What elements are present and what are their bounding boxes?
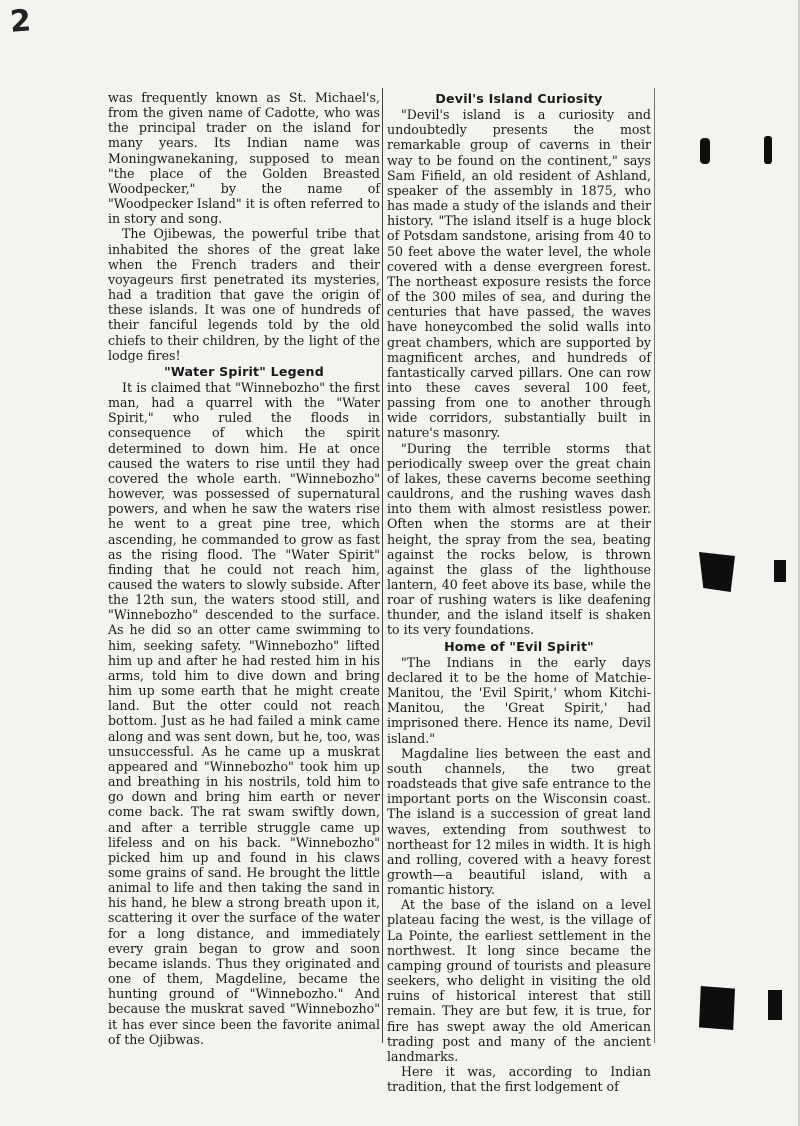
left-column bbox=[108, 90, 380, 1047]
right-margin-rule bbox=[654, 88, 655, 1043]
paragraph-devils-island: "Devil's island is a curiosity and undoubtedly presents the most remarkable group of caverns in their way to be found on the continent," says Sam Fifield, an old resident of Ashland, speaker of the assembly in 1875, who has made a study of the islands and their history. "The island itself is a huge block of Potsdam sandstone, arising from 40 to 50 feet above the water level, the whole covered with a dense evergreen forest. The northeast exposure resists the force of the 300 miles of sea, and during the centuries that have passed, the waves have honeycombed the solid walls into great chambers, which are supported by magnificent arches, and hundreds of fantastically carved pillars. One can row into these caves several 100 feet, passing from one to another through wide corridors, substantially built in nature's masonry. bbox=[387, 107, 651, 441]
heading-water-spirit-legend: "Water Spirit" Legend bbox=[164, 363, 324, 379]
paragraph-storms: "During the terrible storms that periodically sweep over the great chain of lakes, these caverns become seething cauldrons, and the rushing waves dash into them with almost resistless power. Often when the storms are at their height, the spray from the sea, beating against the rocks below, is thrown against the glass of the lighthouse lantern, 40 feet above its base, while the roar of rushing waters is like deafening thunder, and the island itself is shaken to its very foundations. bbox=[387, 440, 651, 638]
scan-ink-mark bbox=[699, 986, 735, 1030]
page-number: 2 bbox=[8, 3, 33, 40]
paragraph-evil-spirit: "The Indians in the early days declared it to be the home of Matchie-Manitou, the 'Evil Spirit,' whom Kitchi-Manitou, the 'Great Spirit,' had imprisoned there. Hence its name, Devil island." bbox=[387, 654, 651, 746]
scan-ink-mark bbox=[764, 136, 772, 164]
scan-ink-mark bbox=[700, 138, 710, 164]
paragraph-first-lodgement: Here it was, according to Indian tradition, that the first lodgement of bbox=[387, 1064, 651, 1095]
paragraph-la-pointe: At the base of the island on a level plateau facing the west, is the village of La Pointe, the earliest settlement in the northwest. It long since became the camping ground of tourists and pleasure seekers, who delight in visiting the old ruins of historical interest that still remain. They are but few, it is true, for fire has swept away the old American trading post and many of the ancient landmarks. bbox=[387, 897, 651, 1064]
heading-home-of-evil-spirit: Home of "Evil Spirit" bbox=[444, 638, 594, 654]
scan-ink-mark bbox=[699, 552, 735, 592]
paragraph-ojibewas: The Ojibewas, the powerful tribe that inhabited the shores of the great lake when the French traders and their voyageurs first penetrated its mysteries, had a tradition that gave the origin of these islands. It was one of hundreds of their fanciful legends told by the old chiefs to their children, by the light of the lodge fires! bbox=[108, 226, 380, 363]
scan-ink-mark bbox=[768, 990, 782, 1020]
paragraph-st-michaels: was frequently known as St. Michael's, from the given name of Cadotte, who was the principal trader on the island for many years. Its Indian name was Moningwanekaning, supposed to mean "the place of the Golden Breasted Woodpecker," by the name of "Woodpecker Island" it is often referred to in story and song. bbox=[108, 90, 380, 227]
scan-ink-mark bbox=[774, 560, 786, 582]
column-divider bbox=[382, 88, 383, 1043]
right-column bbox=[387, 90, 651, 1095]
paragraph-winnebozho-legend: It is claimed that "Winnebozho" the first man, had a quarrel with the "Water Spirit," who ruled the floods in consequence of which the spirit determined to down him. He at once caused the waters to rise until they had covered the whole earth. "Winnebozho" however, was possessed of supernatural powers, and when he saw the waters rise he went to a great pine tree, which ascending, he commanded to grow as fast as the rising flood. The "Water Spirit" finding that he could not reach him, caused the waters to slowly subside. After the 12th sun, the waters stood still, and "Winnebozho" descended to the surface. As he did so an otter came swimming to him, seeking safety. "Winnebozho" lifted him up and after he had rested him in his arms, told him to dive down and bring him up some earth that he might create land. But the otter could not reach bottom. Just as he had failed a mink came along and was sent down, but he, too, was unsuccessful. As he came up a muskrat appeared and "Winnebozho" took him up and breathing in his nostrils, told him to go down and bring him earth or never come back. The rat swam swiftly down, and after a terrible struggle came up lifeless and on his back. "Winnebozho" picked him up and found in his claws some grains of sand. He brought the little animal to life and then taking the sand in his hand, he blew a strong breath upon it, scattering it over the surface of the water for a long distance, and immediately every grain began to grow and soon became islands. Thus they originated and one of them, Magdeline, became the hunting ground of "Winnebozho." And because the muskrat saved "Winnebozho" it has ever since been the favorite animal of the Ojibwas. bbox=[108, 379, 380, 1047]
paragraph-magdaline: Magdaline lies between the east and south channels, the two great roadsteads that give safe entrance to the important ports on the Wisconsin coast. The island is a succession of great land waves, extending from southwest to northeast for 12 miles in width. It is high and rolling, covered with a heavy forest growth—a beautiful island, with a romantic history. bbox=[387, 745, 651, 898]
heading-devils-island-curiosity: Devil's Island Curiosity bbox=[435, 91, 603, 106]
